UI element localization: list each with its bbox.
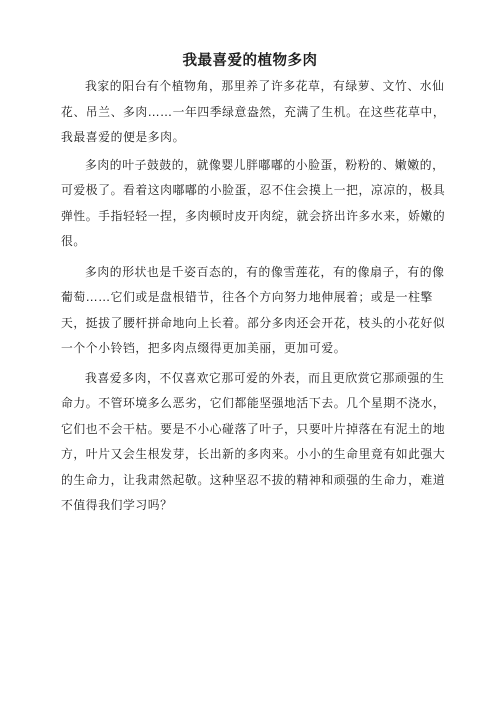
essay-title: 我最喜爱的植物多肉 [182,53,318,69]
paragraph-4 [61,366,446,519]
text-line: 我家的阳台有个植物角，那里养了许多花草，有绿萝、文竹、水仙 [85,79,445,93]
text-line: 很。 [61,234,86,248]
text-line: 我最喜爱的便是多肉。 [61,130,185,144]
text-line: 弹性。手指轻轻一捏，多肉顿时皮开肉绽，就会挤出许多水来，娇嫩的 [61,208,446,223]
text-line: 可爱极了。看着这肉嘟嘟的小脸蛋，忍不住会摸上一把，凉凉的，极具 [61,183,446,197]
text-line: 它们也不会干枯。要是不小心碰落了叶子，只要叶片掉落在有泥土的地 [61,421,446,436]
text-line: 一个个小铃铛，把多肉点缀得更加美丽，更加可爱。 [61,341,347,355]
text-line: 方，叶片又会生根发芽，长出新的多肉来。小小的生命里竟有如此强大 [61,447,446,461]
text-line: 多肉的叶子鼓鼓的，就像婴儿胖嘟嘟的小脸蛋，粉粉的、嫩嫩的， [85,157,445,172]
paragraph-1 [61,74,446,151]
text-line: 花、吊兰、多肉……一年四季绿意盎然，充满了生机。在这些花草中， [61,104,446,119]
text-line: 多肉的形状也是千姿百态的，有的像雪莲花，有的像扇子，有的像 [85,264,445,279]
text-line: 我喜爱多肉，不仅喜欢它那可爱的外表，而且更欣赏它那顽强的生 [85,370,445,385]
paragraph-3 [61,260,446,362]
essay-body [61,74,446,519]
text-line: 不值得我们学习吗？ [61,498,173,512]
paragraph-2 [61,153,446,255]
text-line: 葡萄……它们或是盘根错节，往各个方向努力地伸展着；或是一柱擎 [61,290,433,304]
text-line: 的生命力，让我肃然起敬。这种坚忍不拔的精神和顽强的生命力，难道 [61,472,446,487]
text-line: 命力。不管环境多么恶劣，它们都能坚强地活下去。几个星期不浇水， [61,396,446,410]
text-line: 天，挺拔了腰杆拼命地向上长着。部分多肉还会开花，枝头的小花好似 [61,315,446,330]
